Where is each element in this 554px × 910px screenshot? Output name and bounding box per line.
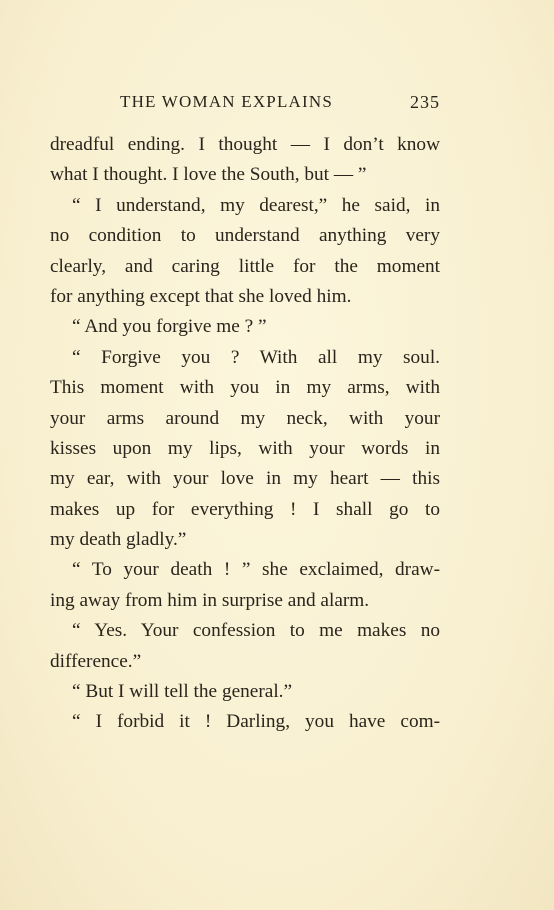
text-line: what I thought. I love the South, but — ” <box>50 164 367 186</box>
text-line: my ear, with your love in my heart — this <box>50 468 440 490</box>
text-line: for anything except that she loved him. <box>50 285 352 307</box>
body-text <box>50 130 440 738</box>
text-line: dreadful ending. I thought — I don’t know <box>50 134 440 155</box>
text-line: no condition to understand anything very <box>50 225 440 247</box>
text-line: “ Yes. Your confession to me makes no <box>72 620 440 642</box>
text-line: “ I understand, my dearest,” he said, in <box>72 194 440 216</box>
page-number: 235 <box>410 92 440 112</box>
text-line: your arms around my neck, with your <box>50 407 440 429</box>
text-line: “ To your death ! ” she exclaimed, draw- <box>72 559 440 581</box>
text-line: “ But I will tell the general.” <box>72 681 293 703</box>
text-line: ing away from him in surprise and alarm. <box>50 589 370 611</box>
text-line: my death gladly.” <box>50 529 187 551</box>
text-line: “ I forbid it ! Darling, you have com- <box>72 711 440 733</box>
text-line: This moment with you in my arms, with <box>50 377 440 399</box>
text-line: kisses upon my lips, with your words in <box>50 437 440 459</box>
text-line: clearly, and caring little for the moment <box>50 255 440 277</box>
text-line: makes up for everything ! I shall go to <box>50 498 440 520</box>
running-head: THE WOMAN EXPLAINS <box>120 92 333 111</box>
page-header <box>50 88 440 114</box>
text-line: “ And you forgive me ? ” <box>72 316 267 338</box>
text-line: “ Forgive you ? With all my soul. <box>72 346 440 368</box>
text-line: difference.” <box>50 650 142 672</box>
